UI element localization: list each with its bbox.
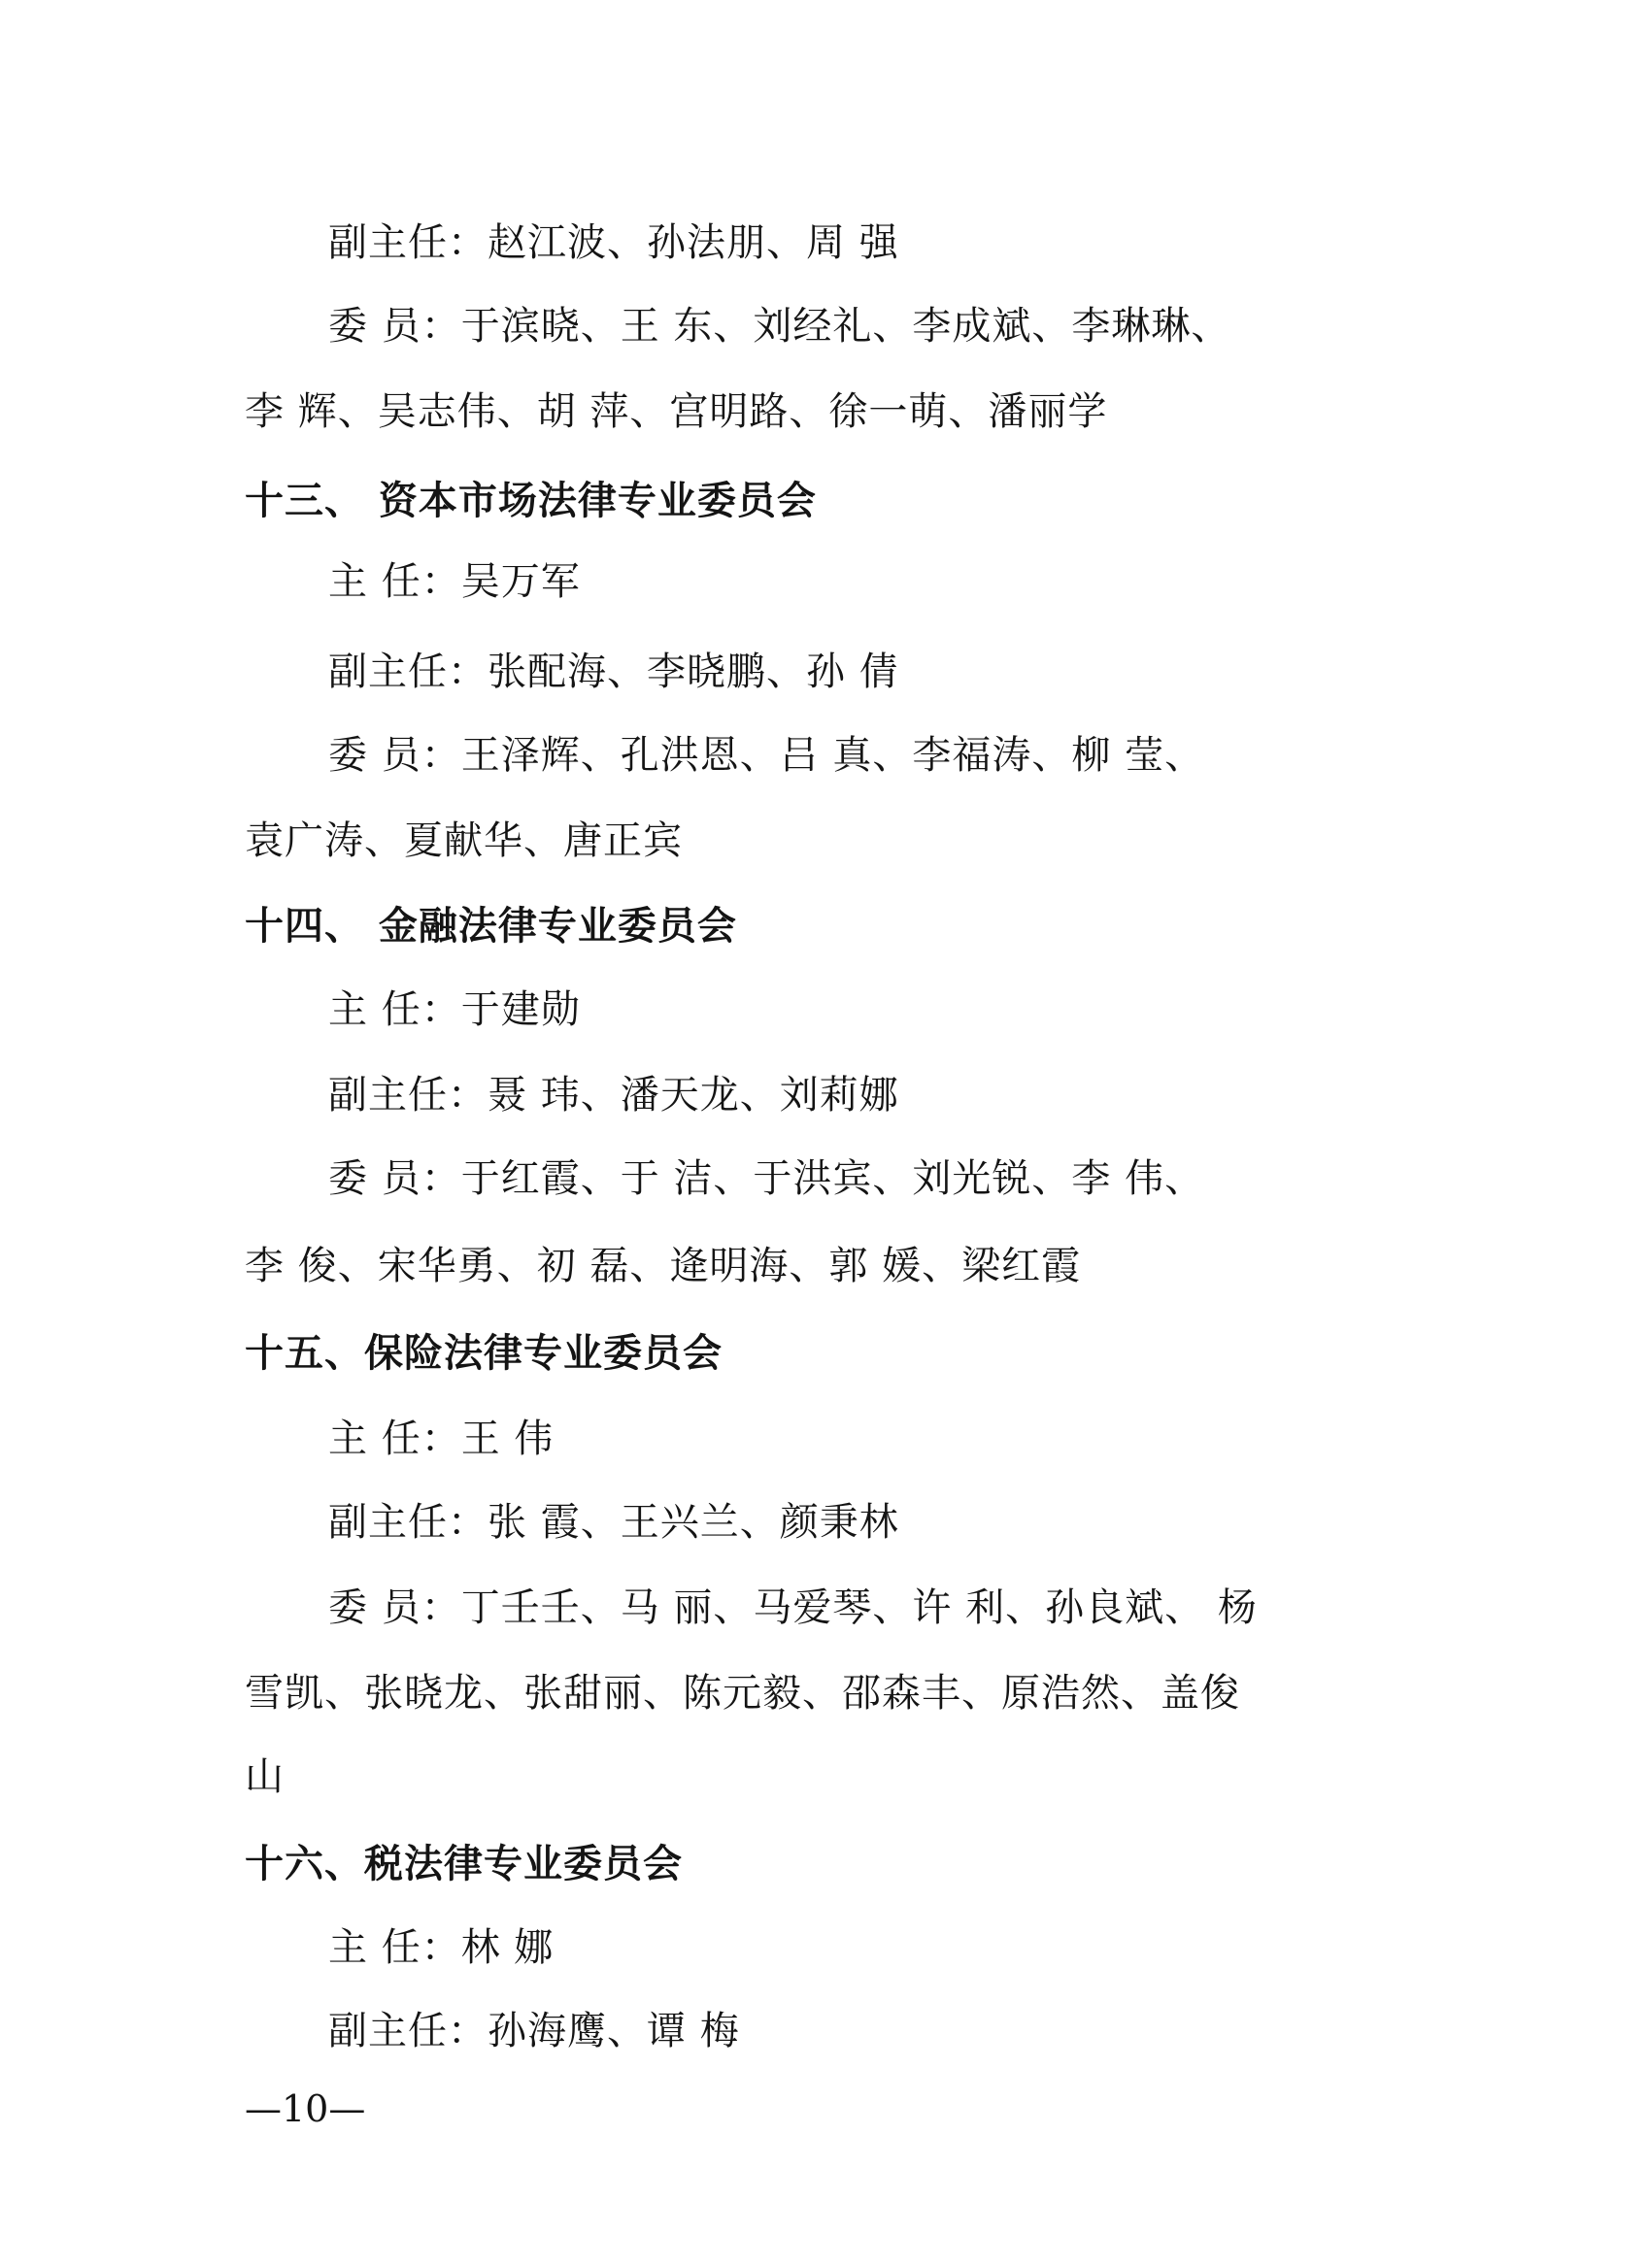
text-line: 委 员：于滨晓、王 东、刘经礼、李成斌、李琳琳、 <box>328 304 1231 349</box>
text-line: 委 员：丁壬壬、马 丽、马爱琴、许 利、孙良斌、 杨 <box>328 1585 1258 1630</box>
text-line: 主 任：王 伟 <box>328 1417 555 1461</box>
text-line: 主 任：于建勋 <box>328 987 581 1032</box>
section-heading: 十三、 资本市场法律专业委员会 <box>245 479 817 523</box>
text-line: 雪凯、张晓龙、张甜丽、陈元毅、邵森丰、原浩然、盖俊 <box>245 1671 1240 1716</box>
text-line: 委 员：于红霞、于 洁、于洪宾、刘光锐、李 伟、 <box>328 1156 1205 1201</box>
text-line: 副主任：张 霞、王兴兰、颜秉林 <box>328 1500 899 1545</box>
text-line: 主 任：吴万军 <box>328 559 581 604</box>
text-line: 副主任：张配海、李晓鹏、孙 倩 <box>328 650 899 694</box>
text-line: 袁广涛、夏献华、唐正宾 <box>245 818 683 863</box>
text-line: 李 俊、宋华勇、初 磊、逄明海、郭 媛、梁红霞 <box>245 1244 1082 1288</box>
section-heading: 十五、保险法律专业委员会 <box>245 1331 723 1376</box>
section-heading: 十四、 金融法律专业委员会 <box>245 904 737 949</box>
text-line: 李 辉、吴志伟、胡 萍、宫明路、徐一萌、潘丽学 <box>245 389 1108 434</box>
text-line: 副主任：赵江波、孙法朋、周 强 <box>328 220 899 265</box>
text-line: 副主任：聂 玮、潘天龙、刘莉娜 <box>328 1073 899 1117</box>
text-line: 委 员：王泽辉、孔洪恩、吕 真、李福涛、柳 莹、 <box>328 733 1205 778</box>
text-line: 主 任：林 娜 <box>328 1925 555 1970</box>
section-heading: 十六、税法律专业委员会 <box>245 1842 683 1886</box>
text-line: 山 <box>245 1754 285 1799</box>
page-number: —10— <box>245 2087 366 2130</box>
text-line: 副主任：孙海鹰、谭 梅 <box>328 2009 740 2053</box>
